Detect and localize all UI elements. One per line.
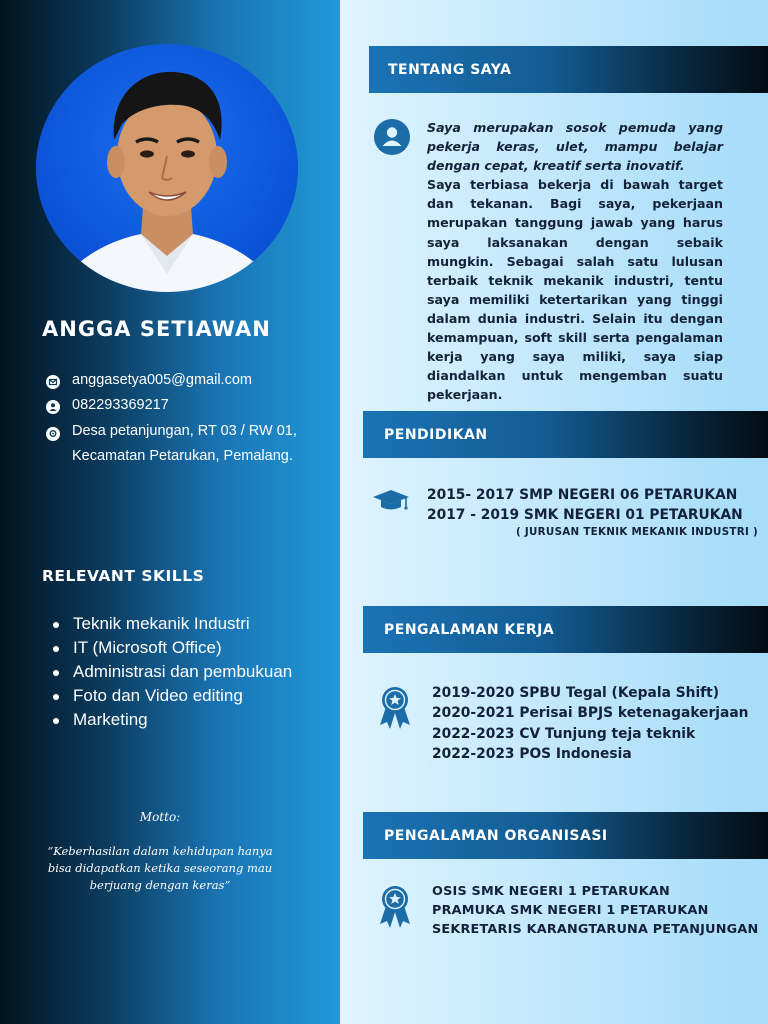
address-line-2: Kecamatan Petarukan, Pemalang. <box>72 448 293 464</box>
work-section-header: PENGALAMAN KERJA <box>363 606 768 653</box>
skill-item: Teknik mekanik Industri <box>52 612 292 636</box>
motto-line: berjuang dengan keras” <box>89 878 231 892</box>
organization-item: OSIS SMK NEGERI 1 PETARUKAN <box>432 884 670 899</box>
person-icon <box>46 400 60 414</box>
address-line-1: Desa petanjungan, RT 03 / RW 01, <box>72 423 297 439</box>
skill-item: IT (Microsoft Office) <box>52 636 292 660</box>
organization-section-header: PENGALAMAN ORGANISASI <box>363 812 768 859</box>
motto-line: “Keberhasilan dalam kehidupan hanya <box>47 844 273 858</box>
location-pin-icon <box>46 427 60 441</box>
organization-item: SEKRETARIS KARANGTARUNA PETANJUNGAN <box>432 922 759 937</box>
organization-item: PRAMUKA SMK NEGERI 1 PETARUKAN <box>432 903 709 918</box>
candidate-name: ANGGA SETIAWAN <box>42 317 271 341</box>
work-item: 2020-2021 Perisai BPJS ketenagakerjaan <box>432 705 749 721</box>
envelope-icon <box>46 375 60 389</box>
work-item: 2022-2023 CV Tunjung teja teknik <box>432 726 696 742</box>
email-text[interactable]: anggasetya005@gmail.com <box>72 372 252 388</box>
user-circle-icon <box>373 118 411 156</box>
skill-item: Foto dan Video editing <box>52 684 292 708</box>
skill-item: Administrasi dan pembukuan <box>52 660 292 684</box>
profile-photo <box>36 44 298 292</box>
skills-list <box>52 612 292 732</box>
education-item: 2017 - 2019 SMK NEGERI 01 PETARUKAN <box>427 507 743 523</box>
education-section-header: PENDIDIKAN <box>363 411 768 458</box>
skills-heading: RELEVANT SKILLS <box>42 567 205 585</box>
about-body: Saya terbiasa bekerja di bawah target dan tekanan. Bagi saya, pekerjaan merupakan tanggung jawab yang harus saya laksanakan dengan sebaik mungkin. Sebagai salah satu lulusan terbaik teknik mekanik industri, tentu saya memiliki ketertarikan yang tinggi dalam dunia industri. Selain itu dengan kemampuan, soft skill serta pengalaman kerja yang saya miliki, saya siap diandalkan untuk mengemban suatu pekerjaan. <box>427 177 723 403</box>
skill-item: Marketing <box>52 708 292 732</box>
work-item: 2022-2023 POS Indonesia <box>432 746 632 762</box>
graduation-cap-icon <box>371 489 411 517</box>
phone-text: 082293369217 <box>72 397 169 413</box>
motto-label: Motto: <box>139 810 181 824</box>
about-intro: Saya merupakan sosok pemuda yang pekerja keras, ulet, mampu belajar dengan cepat, kreatif serta inovatif. <box>427 120 723 174</box>
motto-text <box>40 843 280 894</box>
award-ribbon-icon <box>378 884 412 934</box>
motto-line: bisa didapatkan ketika seseorang mau <box>47 861 273 875</box>
education-item: 2015- 2017 SMP NEGERI 06 PETARUKAN <box>427 487 738 503</box>
about-section-header: TENTANG SAYA <box>369 46 768 93</box>
education-note: ( JURUSAN TEKNIK MEKANIK INDUSTRI ) <box>516 526 758 538</box>
work-item: 2019-2020 SPBU Tegal (Kepala Shift) <box>432 685 720 701</box>
sidebar <box>0 0 340 1024</box>
award-ribbon-icon <box>378 685 412 735</box>
about-text <box>427 118 723 404</box>
